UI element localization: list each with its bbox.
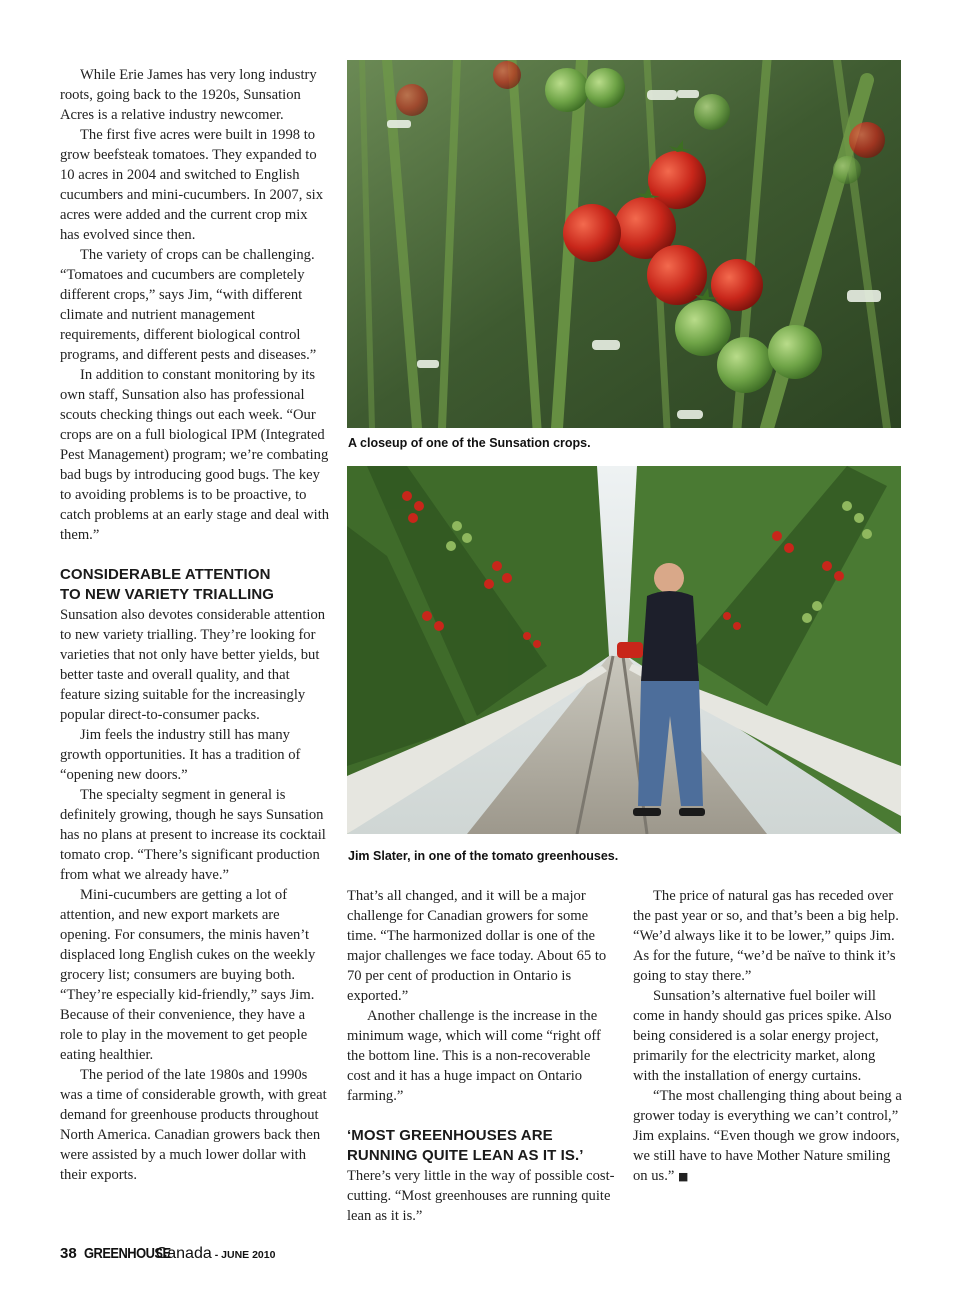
paragraph: Sunsation also devotes considerable attention to new variety trialling. They’re looking for varieties that not only have better yields, but better taste and overall quality, and that feature sizing suitable for the increasingly popular direct-to-consumer packs.: [60, 607, 326, 723]
paragraph: The period of the late 1980s and 1990s was a time of considerable growth, with great demand for greenhouse products throughout North America. Canadian growers back then were assisted by a much lower dollar with their exports.: [60, 1067, 327, 1183]
page-number: 38: [60, 1245, 77, 1262]
magazine-name: GREENHOUSE: [83, 1245, 171, 1262]
subhead-line: ‘MOST GREENHOUSES ARE: [347, 1127, 553, 1144]
page-footer: [60, 1245, 275, 1263]
article-column-right: [633, 886, 903, 1187]
paragraph: [633, 1086, 903, 1187]
paragraph: Another challenge is the increase in the minimum wage, which will come “right off the bottom line. This is a non-recoverable cost and it has a huge impact on Ontario farming.”: [347, 1008, 601, 1104]
paragraph: That’s all changed, and it will be a major challenge for Canadian growers for some time. “The harmonized dollar is one of the major challenges we face today. About 65 to 70 per cent of production in Ontario is exported.”: [347, 888, 607, 1004]
magazine-name-suffix: Canada: [155, 1245, 212, 1262]
end-mark-icon: ■: [678, 1170, 689, 1183]
paragraph: There’s very little in the way of possible cost-cutting. “Most greenhouses are running quite lean as it is.”: [347, 1168, 615, 1224]
section-subhead: [60, 565, 330, 605]
photo-caption: Jim Slater, in one of the tomato greenhouses.: [348, 849, 619, 863]
paragraph: Sunsation’s alternative fuel boiler will come in handy should gas prices spike. Also being considered is a solar energy project, primarily for the electricity market, along with the installation of energy curtains.: [633, 988, 892, 1084]
section-subhead: [347, 1126, 617, 1166]
paragraph-text: “The most challenging thing about being a grower today is everything we can’t control,” Jim explains. “Even though we grow indoors, we still have to have Mother Nature smiling on us.”: [633, 1088, 902, 1184]
subhead-line: RUNNING QUITE LEAN AS IT IS.’: [347, 1147, 584, 1164]
paragraph: Jim feels the industry still has many growth opportunities. It has a tradition of “opening new doors.”: [60, 727, 301, 783]
greenhouse-photo: [347, 466, 901, 834]
paragraph: In addition to constant monitoring by its own staff, Sunsation also has professional scouts checking things out each week. “Our crops are on a full biological IPM (Integrated Pest Management) program; we’re combating bad bugs by introducing good bugs. The key to avoiding problems is to be proactive, to catch problems at an early stage and deal with them.”: [60, 367, 330, 543]
paragraph: Mini-cucumbers are getting a lot of attention, and new export markets are opening. For consumers, the minis haven’t displaced long English cukes on the weekly grocery list; consumers are buying both. “They’re especially kid-friendly,” says Jim. Because of their convenience, they have a role to play in the movement to get people eating healthier.: [60, 887, 316, 1063]
paragraph: The variety of crops can be challenging. “Tomatoes and cucumbers are completely different crops,” says Jim, “with different climate and nutrient management requirements, different biological control programs, and different pests and diseases.”: [60, 247, 317, 363]
paragraph: The price of natural gas has receded over the past year or so, and that’s been a big help. “We’d always like it to be lower,” quips Jim. As for the future, “we’d be naïve to think it’s going to stay there.”: [633, 888, 899, 984]
tomato-closeup-photo: [347, 60, 901, 428]
issue-date: - JUNE 2010: [214, 1249, 276, 1261]
subhead-line: TO NEW VARIETY TRIALLING: [60, 586, 275, 603]
article-column-middle: [347, 886, 617, 1226]
paragraph: While Erie James has very long industry roots, going back to the 1920s, Sunsation Acres is a relative industry newcomer.: [60, 67, 317, 123]
subhead-line: CONSIDERABLE ATTENTION: [60, 566, 271, 583]
paragraph: The specialty segment in general is definitely growing, though he says Sunsation has no plans at present to increase its cocktail tomato crop. “There’s significant production from what we already have.”: [60, 787, 326, 883]
article-column-left: [60, 65, 330, 1185]
photo-caption: A closeup of one of the Sunsation crops.: [348, 436, 591, 450]
paragraph: The first five acres were built in 1998 to grow beefsteak tomatoes. They expanded to 10 acres in 2004 and switched to English cucumbers and mini-cucumbers. In 2007, six acres were added and the current crop mix has evolved since then.: [60, 127, 324, 243]
